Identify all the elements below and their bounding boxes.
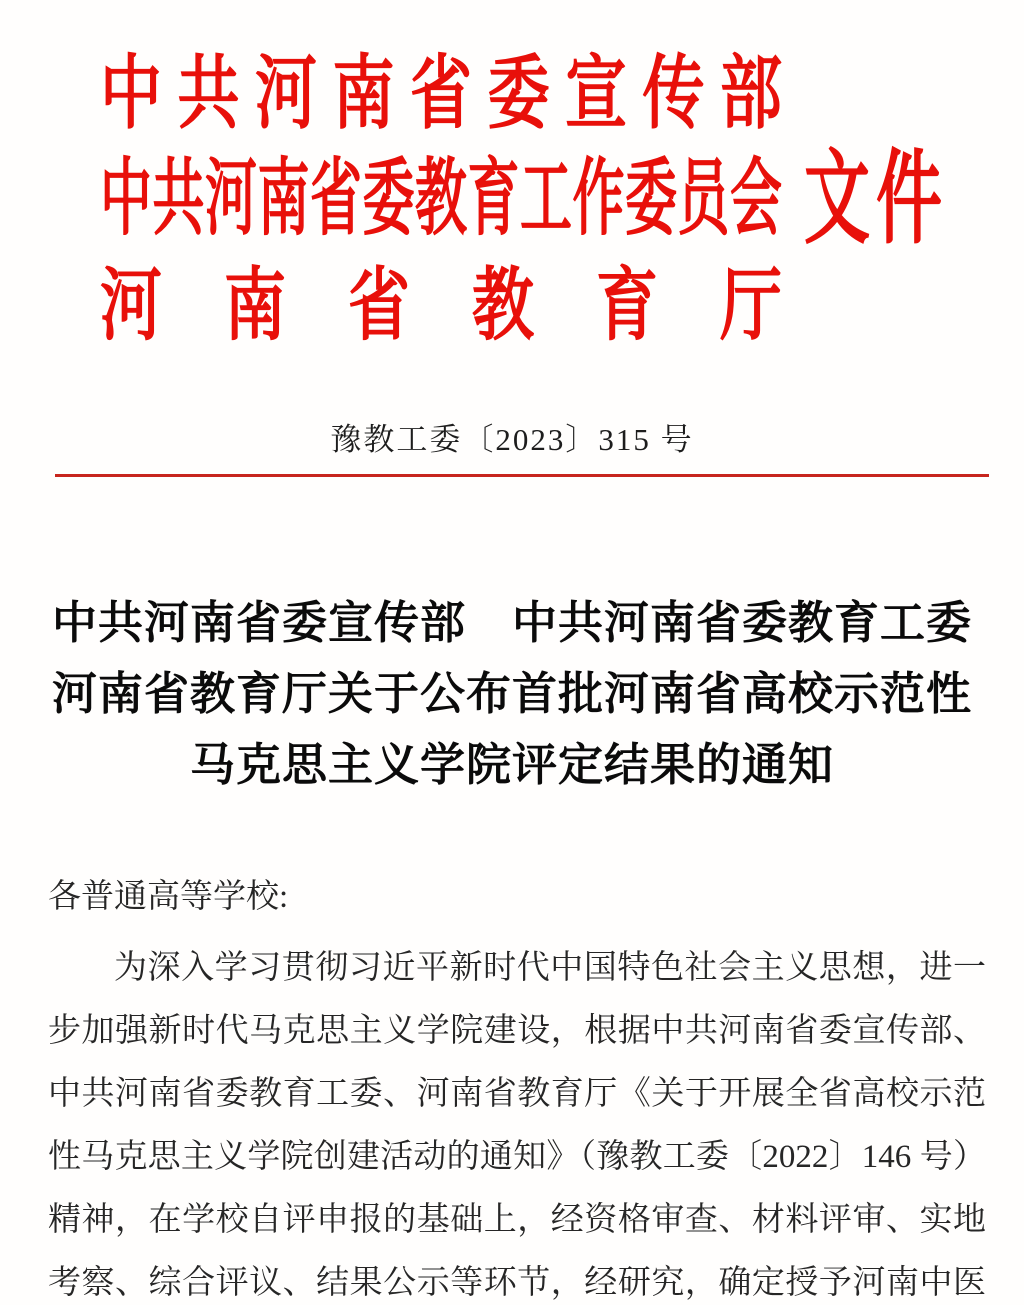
paragraph-line: 步加强新时代马克思主义学院建设，根据中共河南省委宣传部、 [48, 1013, 986, 1049]
letterhead-org-names [100, 42, 782, 360]
title-line-2: 河南省教育厅关于公布首批河南省高校示范性 [51, 669, 972, 719]
letterhead-org-line-2: 中共河南省委教育工作委员会 [100, 154, 782, 247]
document-body [48, 866, 986, 1305]
red-divider-line [55, 474, 989, 477]
paragraph-line: 性马克思主义学院创建活动的通知》（豫教工委〔2022〕146 号） [48, 1139, 986, 1175]
salutation: 各普通高等学校: [48, 879, 289, 915]
letterhead-wenjian-label: 文件 [804, 143, 948, 257]
paragraph-line: 考察、综合评议、结果公示等环节，经研究，确定授予河南中医 [48, 1265, 986, 1301]
document-title [28, 588, 996, 801]
title-line-3: 马克思主义学院评定结果的通知 [189, 740, 834, 790]
letterhead [100, 42, 948, 360]
title-line-1: 中共河南省委宣传部 中共河南省委教育工委 [51, 598, 972, 648]
letterhead-org-line-1: 中共河南省委宣传部 [100, 50, 782, 140]
paragraph-line: 为深入学习贯彻习近平新时代中国特色社会主义思想，进一 [114, 950, 986, 986]
document-number: 豫教工委〔2023〕315 号 [330, 422, 694, 457]
paragraph-line: 中共河南省委教育工委、河南省教育厅《关于开展全省高校示范 [48, 1076, 986, 1112]
letterhead-org-line-3: 河南省教育厅 [100, 263, 782, 351]
paragraph-line: 精神，在学校自评申报的基础上，经资格审查、材料评审、实地 [48, 1202, 986, 1238]
